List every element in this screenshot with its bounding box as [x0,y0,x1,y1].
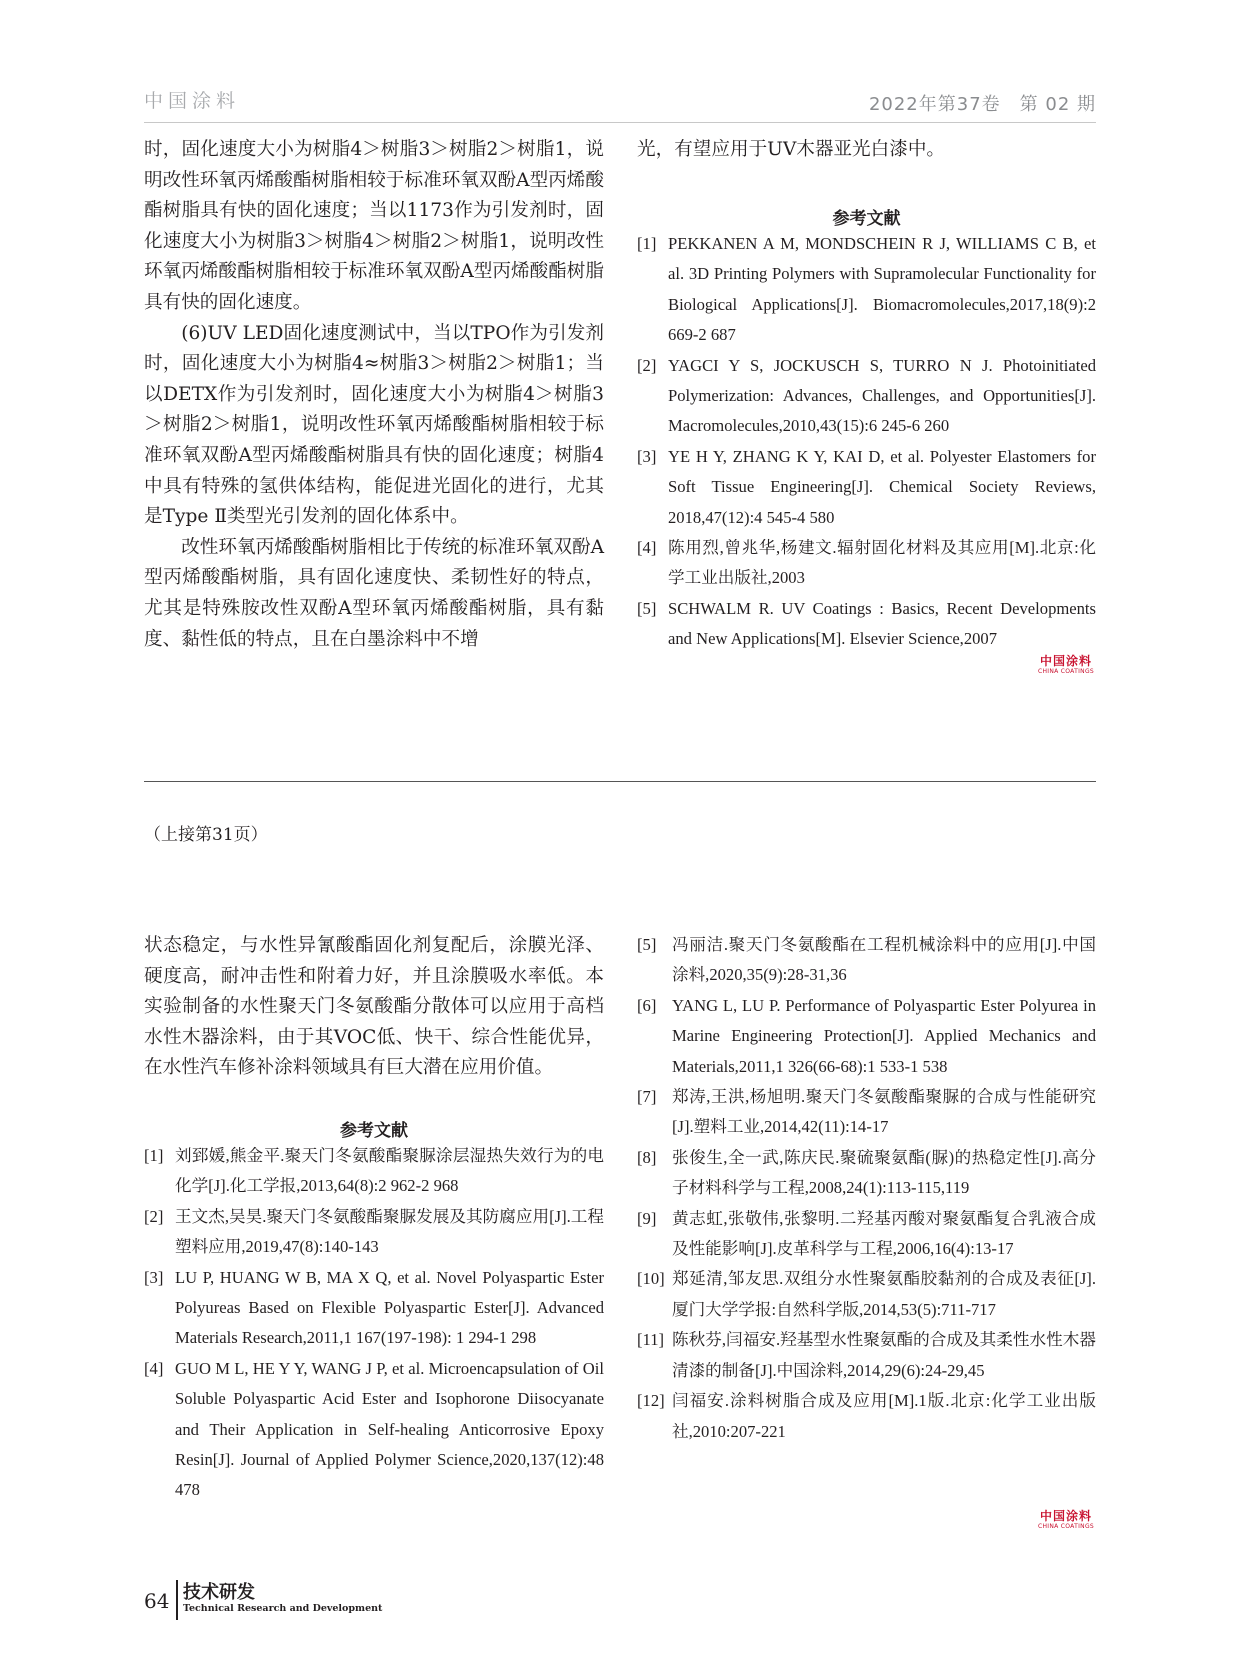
references-heading: 参考文献 [340,1121,408,1141]
reference-item: [2] 王文杰,吴昊.聚天门冬氨酸酯聚脲发展及其防腐应用[J].工程塑料应用,2019,47(8):140-143 [144,1206,604,1257]
bottom-left-column [144,931,604,1084]
continued-note: （上接第31页） [144,825,268,845]
reference-item: [12] 闫福安.涂料树脂合成及应用[M].1版.北京:化学工业出版社,2010:207-221 [637,1391,1096,1441]
reference-item: [5] SCHWALM R. UV Coatings : Basics, Recent Developments and New Applications[M]. Elsevier Science,2007 [637,598,1096,649]
reference-item: [2] YAGCI Y S, JOCKUSCH S, TURRO N J. Photoinitiated Polymerization: Advances, Challenges, and Opportunities[J]. Macromolecules,2010,43(15):6 245-6 260 [637,355,1096,436]
reference-item: [1] PEKKANEN A M, MONDSCHEIN R J, WILLIAMS C B, et al. 3D Printing Polymers with Supramolecular Functionality for Biological Applications[J]. Biomacromolecules,2017,18(9):2 669-2 687 [637,234,1096,345]
section-title: 技术研发 [183,1582,255,1603]
body-paragraph: (6)UV LED固化速度测试中，当以TPO作为引发剂时，固化速度大小为树脂4≈树脂3＞树脂2＞树脂1；当以DETX作为引发剂时，固化速度大小为树脂4＞树脂3＞树脂2＞树脂1，说明改性环氧丙烯酸酯树脂相较于标准环氧双酚A型丙烯酸酯树脂具有快的固化速度；树脂4中具有特殊的氢供体结构，能促进光固化的进行，尤其是Type Ⅱ类型光引发剂的固化体系中。 [144,322,604,528]
reference-item: [7] 郑涛,王洪,杨旭明.聚天门冬氨酸酯聚脲的合成与性能研究[J].塑料工业,2014,42(11):14-17 [637,1087,1096,1137]
body-paragraph: 改性环氧丙烯酸酯树脂相比于传统的标准环氧双酚A型丙烯酸酯树脂，具有固化速度快、柔韧性好的特点，尤其是特殊胺改性双酚A型环氧丙烯酸酯树脂，具有黏度、黏性低的特点，且在白墨涂料中不增 [144,536,604,650]
reference-item: [4] GUO M L, HE Y Y, WANG J P, et al. Microencapsulation of Oil Soluble Polyaspartic Acid Ester and Isophorone Diisocyanate and Their Application in Self-healing Anticorrosive Epoxy Resin[J]. Journal of Applied Polymer Science,2020,137(12):48 478 [144,1358,604,1500]
reference-item: [9] 黄志虹,张敬伟,张黎明.二羟基丙酸对聚氨酯复合乳液合成及性能影响[J].皮革科学与工程,2006,16(4):13-17 [637,1208,1096,1259]
reference-item: [1] 刘郅媛,熊金平.聚天门冬氨酸酯聚脲涂层湿热失效行为的电化学[J].化工学报,2013,64(8):2 962-2 968 [144,1146,604,1196]
china-coatings-logo: 中国涂料 CHINA COATINGS [1038,1509,1094,1530]
reference-item: [11] 陈秋芬,闫福安.羟基型水性聚氨酯的合成及其柔性水性木器清漆的制备[J].中国涂料,2014,29(6):24-29,45 [637,1330,1096,1380]
body-paragraph: 状态稳定，与水性异氰酸酯固化剂复配后，涂膜光泽、硬度高，耐冲击性和附着力好，并且涂膜吸水率低。本实验制备的水性聚天门冬氨酸酯分散体可以应用于高档水性木器涂料，由于其VOC低、快干、综合性能优异，在水性汽车修补涂料领域具有巨大潜在应用价值。 [144,935,604,1079]
section-subtitle: Technical Research and Development [183,1603,383,1614]
reference-list [637,930,1096,1447]
header-divider [144,122,1096,123]
section-divider [144,781,1096,782]
references-heading: 参考文献 [832,209,901,229]
reference-item: [6] YANG L, LU P. Performance of Polyaspartic Ester Polyurea in Marine Engineering Protection[J]. Applied Mechanics and Materials,2011,1 326(66-68):1 533-1 538 [637,995,1096,1076]
china-coatings-logo: 中国涂料 CHINA COATINGS [1038,654,1094,675]
footer-divider [176,1580,178,1620]
body-paragraph: 时，固化速度大小为树脂4＞树脂3＞树脂2＞树脂1，说明改性环氧丙烯酸酯树脂相较于标准环氧双酚A型丙烯酸酯树脂具有快的固化速度；当以1173作为引发剂时，固化速度大小为树脂3＞树脂4＞树脂2＞树脂1，说明改性环氧丙烯酸酯树脂相较于标准环氧双酚A型丙烯酸酯树脂具有快的固化速度。 [144,139,604,313]
reference-item: [3] YE H Y, ZHANG K Y, KAI D, et al. Polyester Elastomers for Soft Tissue Engineering[J]. Chemical Society Reviews, 2018,47(12):4 545-4 580 [637,446,1096,527]
reference-item: [8] 张俊生,全一武,陈庆民.聚硫聚氨酯(脲)的热稳定性[J].高分子材料科学与工程,2008,24(1):113-115,119 [637,1147,1096,1198]
issue-info: 2022年第37卷 第 02 期 [868,94,1096,115]
top-left-column [144,135,604,655]
reference-list [144,1141,604,1506]
reference-list [637,229,1096,655]
body-paragraph: 光，有望应用于UV木器亚光白漆中。 [637,139,946,160]
reference-item: [4] 陈用烈,曾兆华,杨建文.辐射固化材料及其应用[M].北京:化学工业出版社,2003 [637,538,1096,588]
page-number: 64 [144,1589,170,1613]
reference-item: [3] LU P, HUANG W B, MA X Q, et al. Novel Polyaspartic Ester Polyureas Based on Flexible Polyaspartic Ester[J]. Advanced Materials Research,2011,1 167(197-198): 1 294-1 298 [144,1267,604,1348]
top-right-column [637,135,1096,166]
reference-item: [10] 郑延清,邹友思.双组分水性聚氨酯胶黏剂的合成及表征[J].厦门大学学报:自然科学版,2014,53(5):711-717 [637,1269,1096,1319]
journal-name: 中国涂料 [144,90,241,112]
reference-item: [5] 冯丽洁.聚天门冬氨酸酯在工程机械涂料中的应用[J].中国涂料,2020,35(9):28-31,36 [637,935,1096,985]
